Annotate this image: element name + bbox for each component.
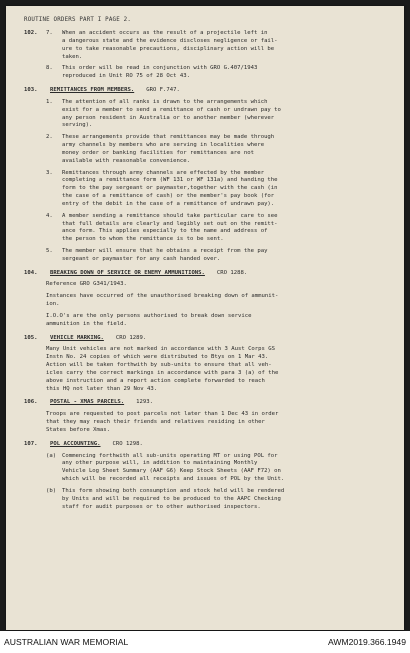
paragraph: Many Unit vehicles are not marked in accordance with 3 Aust Corps GS Instn No. 24 copies of which were distributed to Btys on 1 Mar 43. Action will be taken forthwith by sub-units to ensure that all veh- icles carry the correct markings in accordance with para 3 (a) of the above instruction and a report action complete forwarded to reach this HQ not later than 29 Nov 43. — [46, 346, 279, 392]
section-number: 104. — [24, 269, 38, 276]
section-reference: GRO F.747. — [146, 87, 180, 94]
section-title: REMITTANCES FROM MEMBERS. — [50, 87, 135, 94]
paragraph: I.O.O's are the only persons authorised to break down service ammunition in the field. — [46, 312, 252, 327]
list-item — [24, 30, 392, 61]
item-text: A member sending a remittance should take particular care to see that full details are clearly and legibly set out on the remitt- ance form. This applies especially to the name and address of the person to whom the remittance is to be sent. — [62, 212, 278, 243]
section-number: 107. — [24, 440, 38, 447]
item-number: (a) — [46, 452, 57, 459]
list-item — [46, 453, 392, 484]
item-number: 4. — [46, 212, 53, 219]
section-heading — [24, 399, 392, 407]
archive-reference: AWM2019.366.1949 — [327, 637, 406, 647]
section-number: 106. — [24, 399, 38, 406]
section-104 — [24, 270, 392, 329]
section-heading — [24, 441, 392, 449]
section-reference: CRO 1288. — [216, 269, 248, 276]
document-page — [6, 6, 404, 630]
section-reference: CRO 1289. — [115, 334, 147, 341]
section-106 — [24, 399, 392, 434]
list-item — [46, 65, 392, 81]
item-number: 1. — [46, 98, 53, 105]
section-number: 103. — [24, 87, 38, 94]
item-text: This order will be read in conjunction with GRO G.407/1943 reproduced in Unit RO 75 of 28 Oct 43. — [62, 65, 258, 80]
list-item — [46, 170, 392, 209]
list-item — [46, 99, 392, 130]
list-item — [46, 134, 392, 165]
routine-orders-text — [24, 16, 392, 511]
section-number: 102. — [24, 30, 38, 37]
item-text: The attention of all ranks is drawn to the arrangements which exist for a member to send a remittance of cash or undrawn pay to any person resident in Australia or to another member (wherever serving). — [62, 98, 281, 129]
section-title: VEHICLE MARKING. — [50, 334, 104, 341]
section-107 — [24, 441, 392, 512]
section-title: POL ACCOUNTING. — [50, 440, 101, 447]
section-103 — [24, 87, 392, 264]
archive-footer — [0, 631, 410, 653]
item-number: 2. — [46, 134, 53, 141]
paragraph: Instances have occurred of the unauthorised breaking down of ammunit- ion. — [46, 293, 279, 308]
item-text: Remittances through army channels are effected by the member completing a remittance form (WF 131 or WF 131a) and handing the form to the pay sergeant or paymaster,together with the cash (in the case of a remittance of cash) or the member's pay book (for entry of the debit in the case of a remittance of undrawn pay). — [62, 169, 278, 207]
section-heading — [24, 270, 392, 278]
list-item — [46, 488, 392, 511]
section-reference: CRO 1298. — [112, 440, 143, 447]
list-item — [46, 213, 392, 244]
item-text: Commencing forthwith all sub-units operating MT or using POL for any other purpose will, in addition to maintaining Monthly Vehicle Log Sheet Summary (AAF G6) Keep Stock Sheets (AAF F72) on which will be recorded all receipts and issues of POL by the Unit. — [62, 452, 285, 483]
section-102 — [24, 30, 392, 81]
paragraph: Troops are requested to post parcels not later than 1 Dec 43 in order that they may reach their friends and relatives residing in other States before Xmas. — [46, 411, 279, 433]
list-item — [46, 248, 392, 264]
page-header: ROUTINE ORDERS PART I PAGE 2. — [24, 17, 132, 23]
item-number: 7. — [46, 30, 53, 37]
section-title: POSTAL - XMAS PARCELS. — [50, 399, 125, 406]
item-number: (b) — [46, 487, 57, 494]
item-text: When an accident occurs as the result of a projectile left in a dangerous state and the evidence discloses negligence or fail- ure to take reasonable precautions, disciplinary action will be taken. — [62, 30, 278, 60]
item-text: These arrangements provide that remittances may be made through army channels by members who are serving in localities where money order or banking facilities for remittances are not available with reasonable convenience. — [62, 134, 275, 164]
paragraph: Reference GRO G341/1943. — [46, 281, 127, 288]
section-heading — [24, 335, 392, 343]
section-105 — [24, 335, 392, 394]
item-text: The member will ensure that he obtains a receipt from the pay sergeant or paymaster for any cash handed over. — [62, 247, 268, 262]
item-number: 5. — [46, 247, 53, 254]
item-text: This form showing both consumption and stock held will be rendered by Units and will be required to be produced to the AAPC Checking staff for audit purposes or to other authorised inspectors. — [62, 487, 285, 510]
section-title: BREAKING DOWN OF SERVICE OR ENEMY AMMUNITIONS. — [50, 269, 205, 276]
section-heading — [24, 87, 392, 95]
archive-name: AUSTRALIAN WAR MEMORIAL — [4, 637, 129, 647]
item-number: 3. — [46, 169, 53, 176]
item-number: 8. — [46, 65, 53, 72]
section-reference: 1293. — [136, 399, 153, 406]
section-number: 105. — [24, 334, 38, 341]
